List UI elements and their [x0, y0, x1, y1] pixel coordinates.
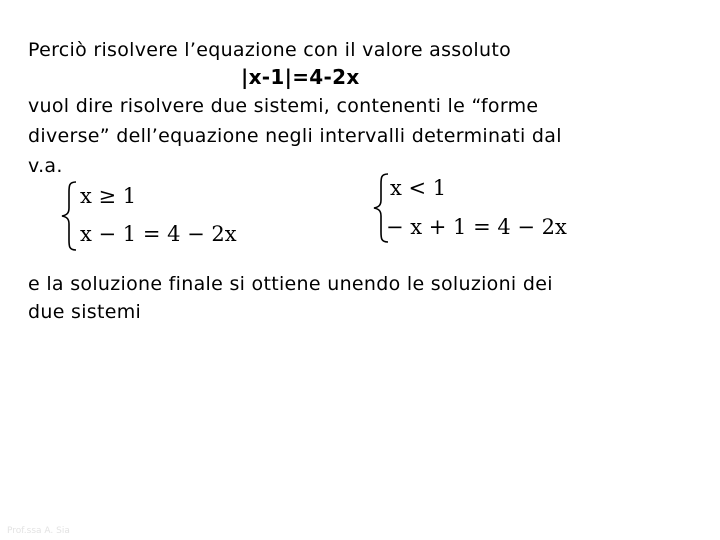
conclusion-text-line-2: due sistemi [28, 301, 142, 323]
system-second-condition: x < 1 [390, 176, 447, 200]
system-first-condition: x ≥ 1 [80, 184, 137, 208]
intro-text-line-4: diverse” dell’equazione negli intervalli determinati dal [28, 125, 562, 147]
system-first-equation: x − 1 = 4 − 2x [80, 222, 237, 246]
intro-text-line-3: vuol dire risolvere due sistemi, contenenti le “forme [28, 95, 539, 117]
system-second-equation: − x + 1 = 4 − 2x [386, 215, 567, 239]
intro-text-line-5: v.a. [28, 155, 63, 177]
left-brace-icon [60, 180, 80, 252]
intro-text-line-1: Perciò risolvere l’equazione con il valore assoluto [28, 39, 512, 61]
conclusion-text-line-1: e la soluzione finale si ottiene unendo le soluzioni dei [28, 273, 553, 295]
footer-author: Prof.ssa A. Sia [7, 526, 70, 536]
system-first [60, 180, 280, 250]
absolute-value-equation: |x-1|=4-2x [241, 65, 360, 89]
system-second [372, 172, 592, 242]
